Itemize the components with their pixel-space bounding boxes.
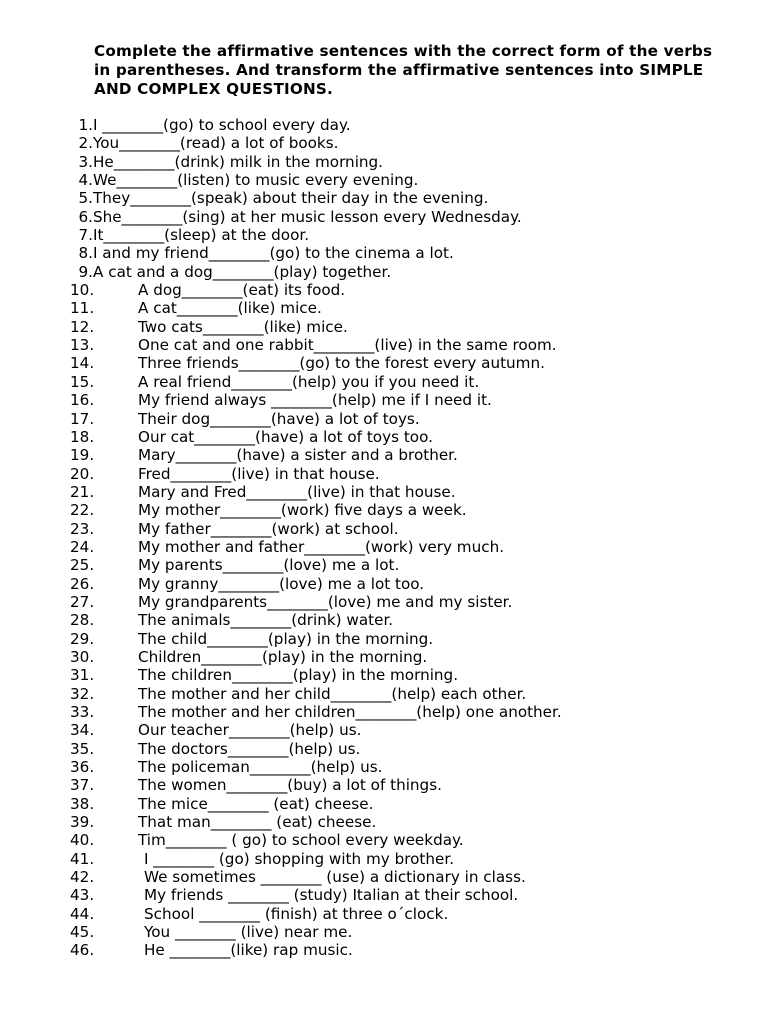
exercise-sentence: A real friend________(help) you if you need it. xyxy=(138,372,480,391)
exercise-number: 21. xyxy=(70,482,95,501)
exercise-item xyxy=(0,905,768,923)
exercise-number: 46. xyxy=(70,941,95,960)
exercise-number: 41. xyxy=(70,849,95,868)
exercise-sentence: I ________(go) to school every day. xyxy=(93,116,351,134)
exercise-item xyxy=(0,868,768,886)
exercise-number: 3. xyxy=(78,152,93,171)
exercise-sentence: My granny________(love) me a lot too. xyxy=(138,574,425,593)
exercise-sentence: He ________(like) rap music. xyxy=(144,941,353,960)
exercise-item xyxy=(0,318,768,336)
exercise-item xyxy=(0,575,768,593)
exercise-sentence: My friend always ________(help) me if I need it. xyxy=(138,391,492,410)
exercise-sentence: Mary and Fred________(live) in that house. xyxy=(138,482,456,501)
exercise-sentence: Fred________(live) in that house. xyxy=(138,464,380,483)
exercise-number: 10. xyxy=(70,281,95,300)
exercise-item xyxy=(0,556,768,574)
exercise-sentence: I ________ (go) shopping with my brother. xyxy=(144,849,455,868)
exercise-item xyxy=(0,611,768,629)
exercise-item xyxy=(0,501,768,519)
exercise-number: 35. xyxy=(70,739,95,758)
exercise-sentence: The child________(play) in the morning. xyxy=(138,629,434,648)
exercise-sentence: Three friends________(go) to the forest every autumn. xyxy=(138,354,545,373)
exercise-item xyxy=(0,226,768,244)
exercise-sentence: Mary________(have) a sister and a brother. xyxy=(138,446,458,465)
exercise-sentence: Our cat________(have) a lot of toys too. xyxy=(138,427,433,446)
exercise-number: 16. xyxy=(70,391,95,410)
exercise-sentence: A cat________(like) mice. xyxy=(138,299,322,318)
exercise-sentence: You________(read) a lot of books. xyxy=(93,134,339,153)
exercise-sentence: The mother and her child________(help) each other. xyxy=(138,684,527,703)
exercise-sentence: He________(drink) milk in the morning. xyxy=(93,152,384,171)
exercise-item xyxy=(0,134,768,152)
exercise-sentence: We sometimes ________ (use) a dictionary in class. xyxy=(144,868,526,887)
exercise-item xyxy=(0,244,768,262)
exercise-item xyxy=(0,538,768,556)
exercise-item xyxy=(0,630,768,648)
exercise-number: 39. xyxy=(70,813,95,832)
exercise-item xyxy=(0,171,768,189)
exercise-number: 44. xyxy=(70,904,95,923)
exercise-sentence: My father________(work) at school. xyxy=(138,519,399,538)
exercise-item xyxy=(0,520,768,538)
exercise-item xyxy=(0,410,768,428)
exercise-number: 45. xyxy=(70,923,95,942)
exercise-sentence: A dog________(eat) its food. xyxy=(138,281,346,300)
exercise-number: 6. xyxy=(78,207,93,226)
exercise-number: 40. xyxy=(70,831,95,850)
exercise-list xyxy=(0,116,768,960)
exercise-item xyxy=(0,336,768,354)
exercise-item xyxy=(0,776,768,794)
exercise-sentence: Their dog________(have) a lot of toys. xyxy=(138,409,420,428)
exercise-sentence: One cat and one rabbit________(live) in the same room. xyxy=(138,336,557,355)
exercise-number: 2. xyxy=(78,134,93,153)
exercise-item xyxy=(0,685,768,703)
instructions-heading: Complete the affirmative sentences with the correct form of the verbs in parentheses. And transform the affirmative sentences into SIMPLE AND COMPLEX QUESTIONS. xyxy=(94,42,713,98)
exercise-item xyxy=(0,813,768,831)
exercise-number: 4. xyxy=(78,171,93,190)
exercise-number: 15. xyxy=(70,372,95,391)
exercise-number: 29. xyxy=(70,629,95,648)
exercise-number: 17. xyxy=(70,409,95,428)
exercise-item xyxy=(0,941,768,959)
exercise-item xyxy=(0,153,768,171)
exercise-item xyxy=(0,721,768,739)
exercise-number: 27. xyxy=(70,592,95,611)
exercise-item xyxy=(0,850,768,868)
exercise-number: 36. xyxy=(70,758,95,777)
exercise-item xyxy=(0,666,768,684)
exercise-sentence: Two cats________(like) mice. xyxy=(138,317,348,336)
exercise-item xyxy=(0,446,768,464)
exercise-number: 19. xyxy=(70,446,95,465)
exercise-sentence: The animals________(drink) water. xyxy=(138,611,394,630)
exercise-number: 12. xyxy=(70,317,95,336)
exercise-item xyxy=(0,116,768,134)
exercise-number: 8. xyxy=(78,244,93,263)
exercise-number: 37. xyxy=(70,776,95,795)
exercise-sentence: They________(speak) about their day in the evening. xyxy=(93,189,489,208)
exercise-item xyxy=(0,831,768,849)
exercise-item xyxy=(0,923,768,941)
exercise-sentence: I and my friend________(go) to the cinema a lot. xyxy=(93,244,454,263)
exercise-number: 14. xyxy=(70,354,95,373)
exercise-number: 22. xyxy=(70,501,95,520)
exercise-item xyxy=(0,465,768,483)
exercise-item xyxy=(0,354,768,372)
exercise-sentence: My parents________(love) me a lot. xyxy=(138,556,400,575)
exercise-number: 7. xyxy=(78,226,93,245)
exercise-sentence: My mother and father________(work) very much. xyxy=(138,537,505,556)
exercise-item xyxy=(0,703,768,721)
exercise-sentence: We________(listen) to music every evening. xyxy=(93,171,419,190)
exercise-sentence: School ________ (finish) at three o´clock. xyxy=(144,904,449,923)
exercise-item xyxy=(0,795,768,813)
exercise-number: 31. xyxy=(70,666,95,685)
exercise-item xyxy=(0,483,768,501)
exercise-number: 13. xyxy=(70,336,95,355)
exercise-sentence: The mother and her children________(help) one another. xyxy=(138,703,562,721)
exercise-item xyxy=(0,740,768,758)
exercise-sentence: The doctors________(help) us. xyxy=(138,739,361,758)
exercise-number: 5. xyxy=(78,189,93,208)
exercise-number: 28. xyxy=(70,611,95,630)
exercise-item xyxy=(0,208,768,226)
exercise-number: 25. xyxy=(70,556,95,575)
exercise-item xyxy=(0,189,768,207)
exercise-sentence: She________(sing) at her music lesson every Wednesday. xyxy=(93,207,522,226)
exercise-sentence: You ________ (live) near me. xyxy=(144,923,353,942)
exercise-item xyxy=(0,428,768,446)
exercise-item xyxy=(0,886,768,904)
exercise-sentence: The policeman________(help) us. xyxy=(138,758,383,777)
exercise-sentence: Our teacher________(help) us. xyxy=(138,721,362,740)
exercise-item xyxy=(0,299,768,317)
exercise-sentence: The mice________ (eat) cheese. xyxy=(138,794,374,813)
exercise-sentence: A cat and a dog________(play) together. xyxy=(93,262,392,281)
exercise-sentence: My mother________(work) five days a week. xyxy=(138,501,467,520)
exercise-number: 42. xyxy=(70,868,95,887)
exercise-number: 26. xyxy=(70,574,95,593)
exercise-number: 23. xyxy=(70,519,95,538)
exercise-item xyxy=(0,593,768,611)
exercise-sentence: My friends ________ (study) Italian at their school. xyxy=(144,886,519,905)
exercise-item xyxy=(0,758,768,776)
exercise-number: 18. xyxy=(70,427,95,446)
exercise-item xyxy=(0,373,768,391)
exercise-number: 32. xyxy=(70,684,95,703)
exercise-sentence: My grandparents________(love) me and my sister. xyxy=(138,592,513,611)
exercise-number: 20. xyxy=(70,464,95,483)
exercise-number: 24. xyxy=(70,537,95,556)
exercise-sentence: The children________(play) in the morning. xyxy=(138,666,459,685)
exercise-item xyxy=(0,648,768,666)
exercise-number: 30. xyxy=(70,647,95,666)
exercise-number: 33. xyxy=(70,703,95,721)
exercise-number: 9. xyxy=(78,262,93,281)
exercise-item xyxy=(0,263,768,281)
exercise-number: 1. xyxy=(78,116,93,134)
exercise-number: 11. xyxy=(70,299,95,318)
exercise-sentence: It________(sleep) at the door. xyxy=(93,226,310,245)
exercise-sentence: That man________ (eat) cheese. xyxy=(138,813,377,832)
exercise-number: 43. xyxy=(70,886,95,905)
exercise-sentence: Children________(play) in the morning. xyxy=(138,647,428,666)
exercise-item xyxy=(0,391,768,409)
exercise-sentence: Tim________ ( go) to school every weekday. xyxy=(138,831,464,850)
exercise-number: 34. xyxy=(70,721,95,740)
exercise-number: 38. xyxy=(70,794,95,813)
exercise-sentence: The women________(buy) a lot of things. xyxy=(138,776,442,795)
exercise-item xyxy=(0,281,768,299)
